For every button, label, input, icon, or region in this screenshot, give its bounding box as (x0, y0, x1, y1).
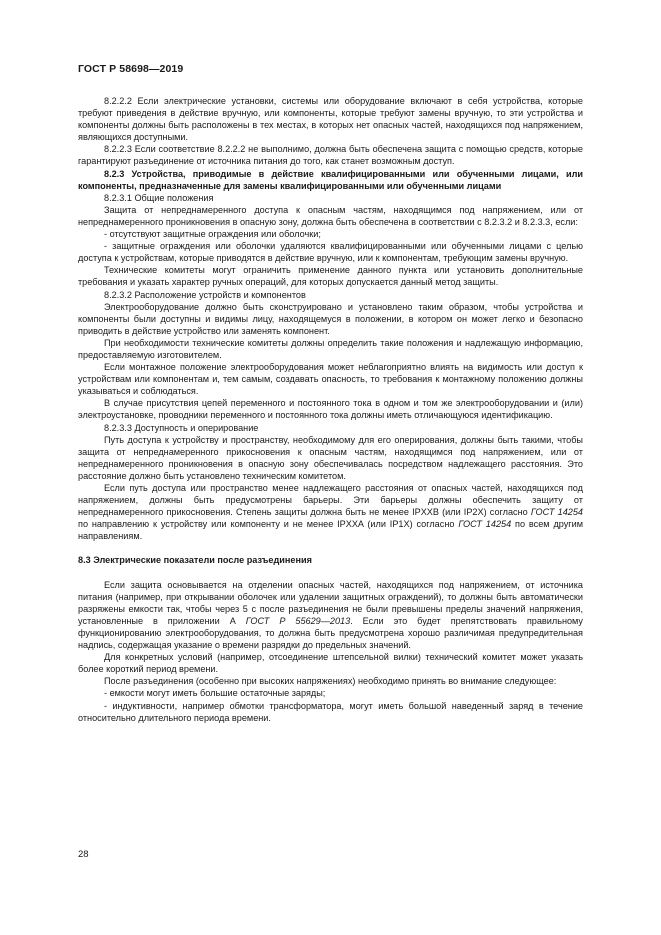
text-run: по направлению к устройству или компоненту и не менее IPXXA (или IP1X) согласно (78, 519, 459, 530)
paragraph: Электрооборудование должно быть сконструировано и установлено таким образом, чтобы устройства и компоненты были доступны и видимы лицу, находящемуся в положении, в котором он может легко и безопасно приводить в действие устройство или заменять компонент. (78, 301, 583, 336)
list-item: - отсутствуют защитные ограждения или оболочки; (104, 229, 321, 240)
paragraph: 8.2.2.3 Если соответствие 8.2.2.2 не выполнимо, должна быть обеспечена защита с помощью средств, которые гарантируют разъединение от источника питания до того, как станет возможным доступ. (78, 144, 583, 167)
section-heading: 8.2.3 Устройства, приводимые в действие квалифицированными или обученными лицами, или компоненты, предназначенные для замены квалифицированными или обученными лицами (78, 168, 583, 191)
paragraph (78, 482, 583, 542)
paragraph: 8.2.2.2 Если электрические установки, системы или оборудование включают в себя устройства, которые требуют приведения в действие вручную, или компоненты, которые требуют замены вручную, то эти устройства и компоненты должны быть расположены в тех местах, в которых нет опасных частей, находящихся под напряжением, являющихся доступными. (78, 96, 583, 143)
paragraph: Технические комитеты могут ограничить применение данного пункта или установить дополнительные требования и указать характер ручных операций, для которых допускается данный метод защиты. (78, 265, 583, 288)
text-run: Если путь доступа или пространство менее надлежащего расстояния от опасных частей, находящихся под напряжением, должны быть предусмотрены барьеры. Эти барьеры должны обеспечить защиту от непреднамеренного прикосновения. Степень защиты должна быть не менее IPXXB (или IP2X) согласно (78, 483, 583, 518)
section-heading: 8.3 Электрические показатели после разъединения (78, 555, 312, 566)
document-header: ГОСТ Р 58698—2019 (78, 63, 184, 75)
standard-reference: ГОСТ 14254 (530, 507, 584, 518)
document-body (78, 95, 583, 724)
list-item: - защитные ограждения или оболочки удаляются квалифицированными или обученными лицами с целью доступа к устройствам, которые приводятся в действие вручную, или к компонентам, требующим замены вручную. (78, 241, 583, 264)
subsection-heading: 8.2.3.1 Общие положения (104, 192, 214, 203)
paragraph (78, 579, 583, 652)
text-run: Если защита основывается на отделении опасных частей, находящихся под напряжением, от источника питания (например, при открывании оболочек или удалении защитных ограждений), то должны быть автоматически разряжены емкости так, чтобы через 5 с после разъединения не были превышены пределы значений напряжения, установленные в приложении А (78, 579, 583, 626)
subsection-heading: 8.2.3.3 Доступность и оперирование (104, 422, 259, 433)
paragraph: Если монтажное положение электрооборудования может неблагоприятно влиять на видимость или доступ к устройствам или компонентам и, тем самым, создавать опасность, то требования к монтажному положению должны указываться и соблюдаться. (78, 362, 583, 397)
standard-reference: ГОСТ Р 55629—2013 (245, 615, 351, 626)
paragraph: Путь доступа к устройству и пространству, необходимому для его оперирования, должны быть такими, чтобы защита от непреднамеренного прикосновения к опасным частям, находящимся под напряжением, или от непреднамеренного проникновения в опасную зону обеспечивалась посредством надлежащего расстояния. Это расстояние должно быть установлено техническим комитетом. (78, 434, 583, 481)
list-item: - индуктивности, например обмотки трансформатора, могут иметь большой наведенный заряд в течение относительно длительного периода времени. (78, 700, 583, 723)
paragraph: В случае присутствия цепей переменного и постоянного тока в одном и том же электрооборудовании и (или) электроустановке, проводники переменного и постоянного тока должны иметь отличающуюся идентификацию. (78, 398, 583, 421)
paragraph: Для конкретных условий (например, отсоединение штепсельной вилки) технический комитет может указать более короткий период времени. (78, 652, 583, 675)
text-run: . Если это будет препятствовать правильному функционированию электрооборудования, то должна быть предусмотрена хорошо различимая предупредительная надпись, содержащая указание о времени разрядки до предельных значений. (78, 615, 583, 651)
paragraph: Защита от непреднамеренного доступа к опасным частям, находящимся под напряжением, или от непреднамеренного проникновения в опасную зону, должна быть обеспечена в соответствии с 8.2.3.2 и 8.2.3.3, если: (78, 204, 583, 227)
text-run: по всем другим направлениям. (78, 519, 583, 542)
standard-reference: ГОСТ 14254 (458, 519, 512, 530)
paragraph: После разъединения (особенно при высоких напряжениях) необходимо принять во внимание следующее: (104, 676, 557, 687)
subsection-heading: 8.2.3.2 Расположение устройств и компонентов (104, 289, 306, 300)
page-number: 28 (78, 849, 89, 860)
list-item: - емкости могут иметь большие остаточные заряды; (104, 688, 326, 699)
paragraph: При необходимости технические комитеты должны определить такие положения и надлежащую информацию, предоставляемую изготовителем. (78, 337, 583, 360)
